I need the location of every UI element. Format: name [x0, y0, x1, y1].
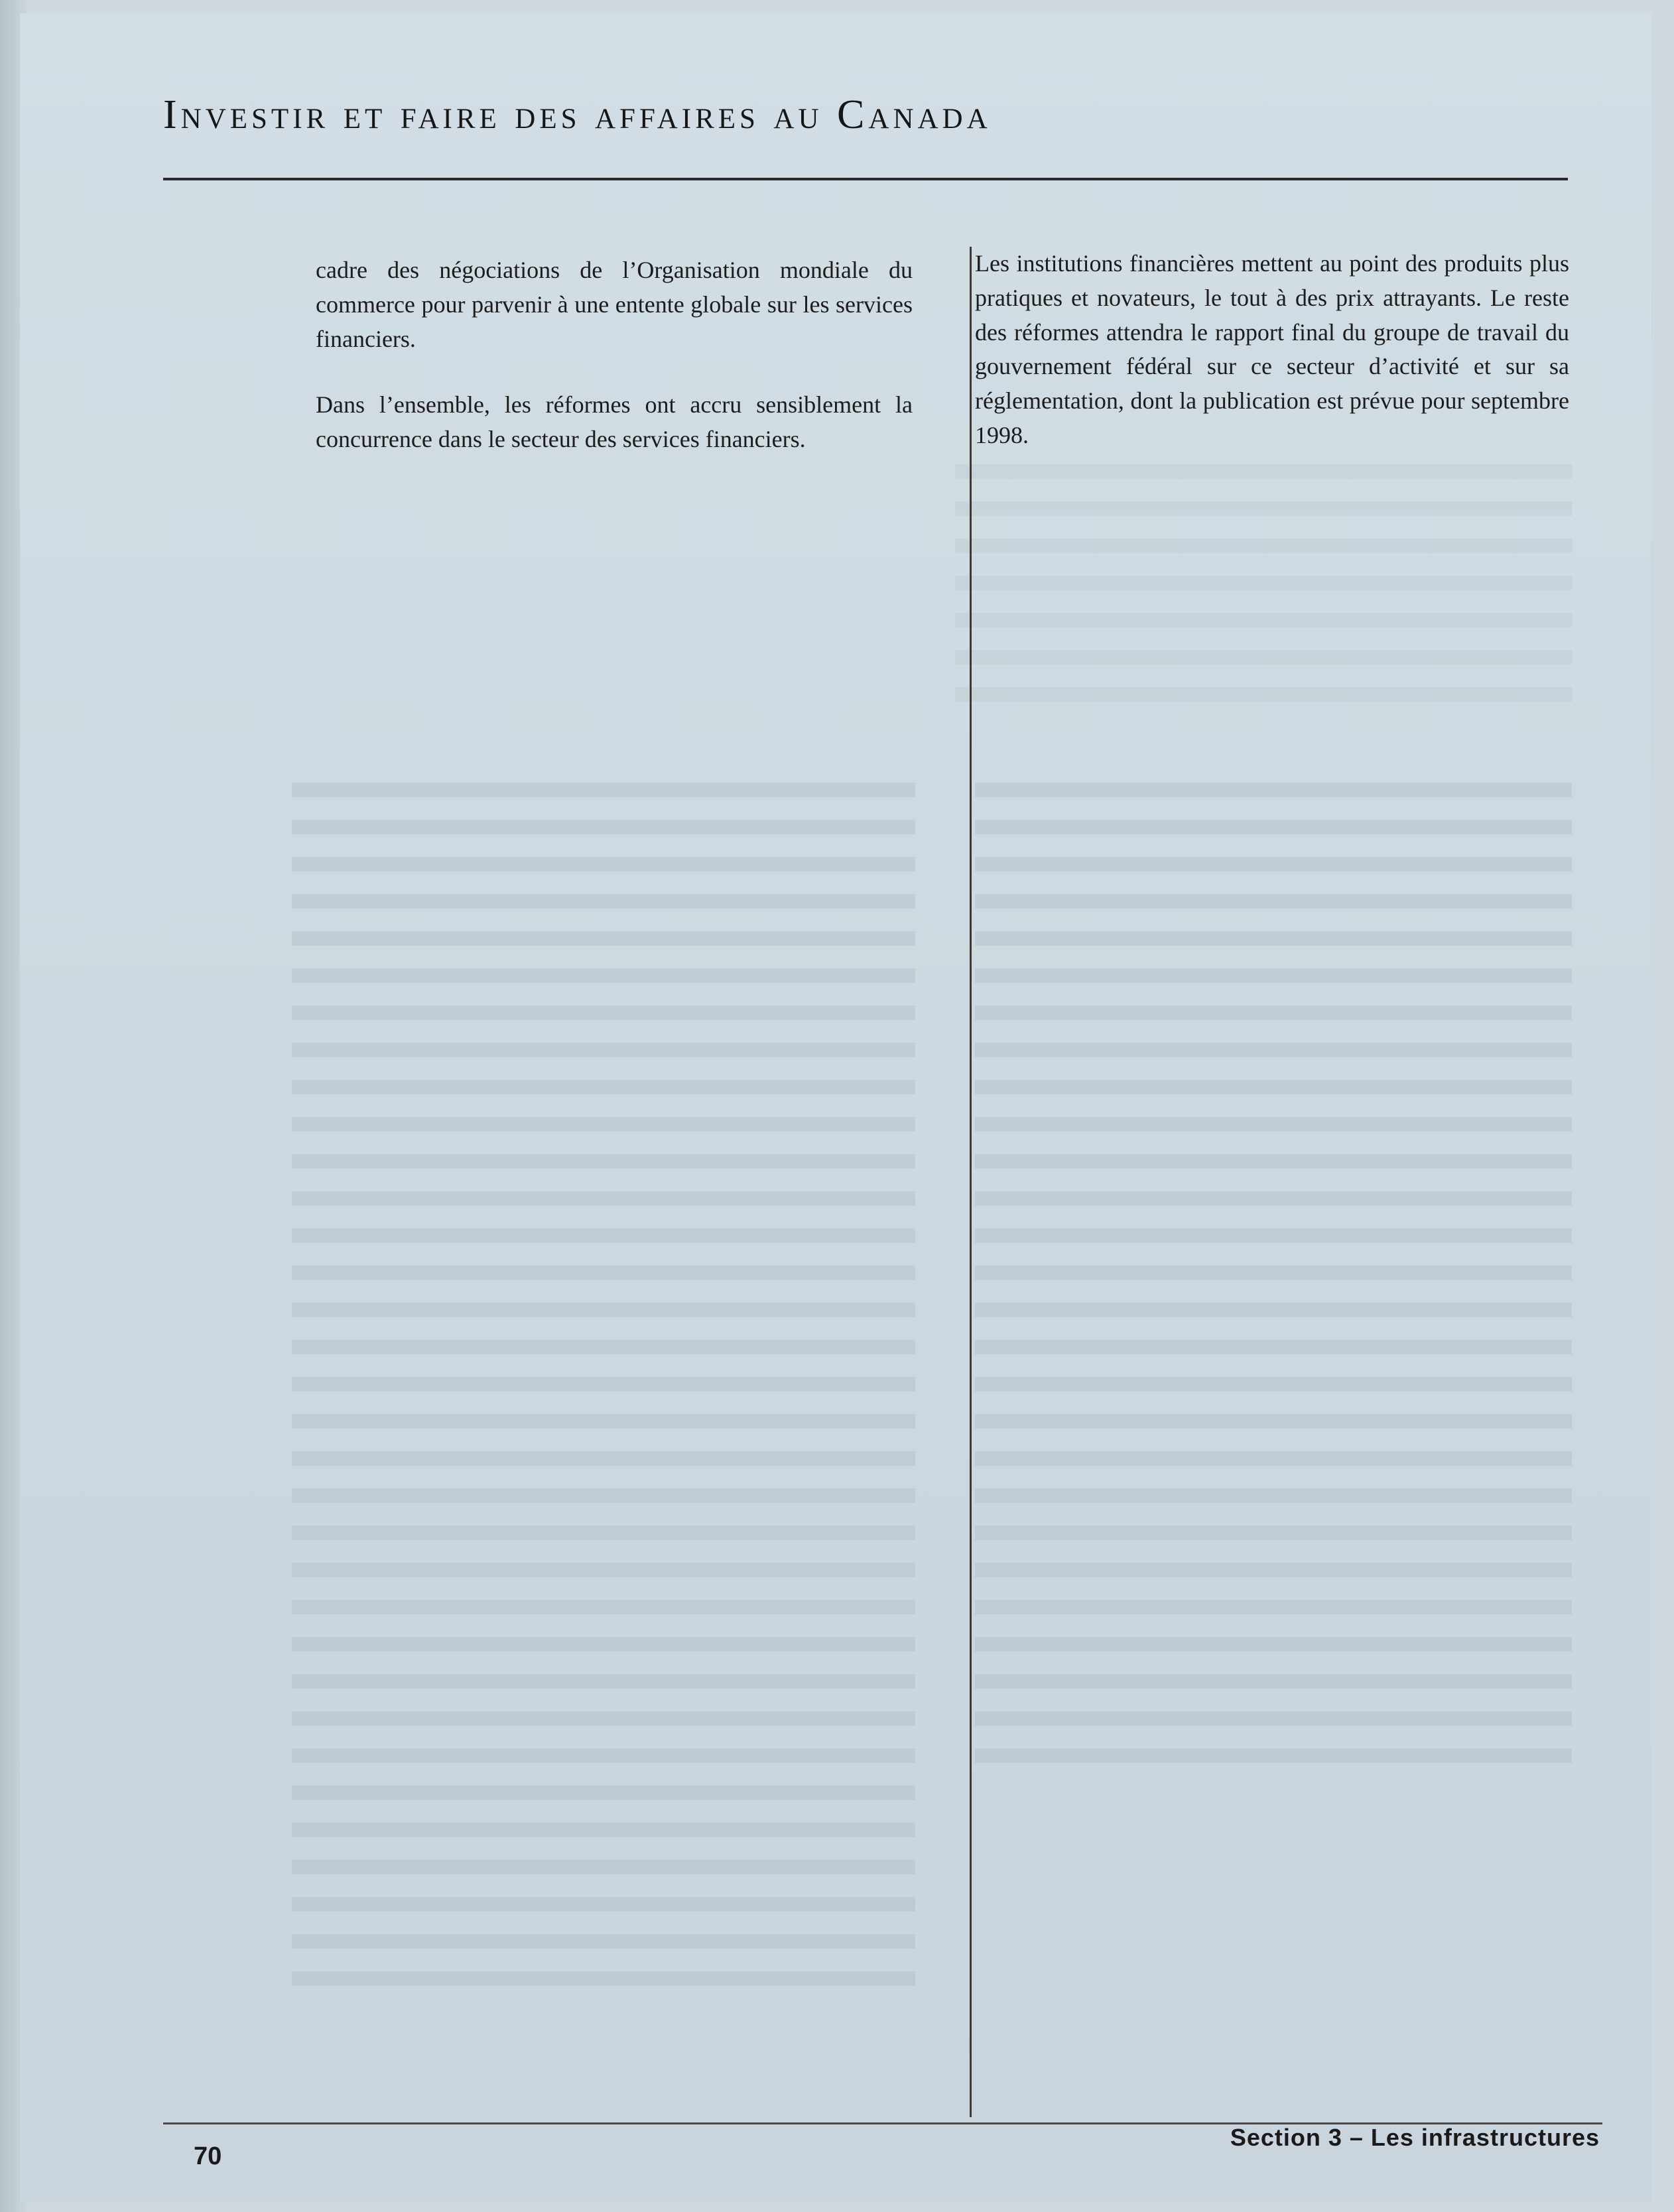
running-header-title: Investir et faire des affaires au Canada [163, 92, 992, 137]
left-column [316, 253, 913, 489]
header-rule [163, 178, 1568, 180]
show-through-left [292, 783, 915, 1990]
right-column [975, 247, 1569, 485]
section-label: Section 3 – Les infrastructures [1230, 2124, 1600, 2151]
right-paragraph-1: Les institutions financières mettent au point des produits plus pratiques et novateurs, le tout à des prix attrayants. Le reste des réformes attendra le rapport final du groupe de travail du gouvernement fédéral sur ce secteur d’activité et sur sa réglementation, dont la publication est prévue pour septembre 1998. [975, 250, 1569, 449]
show-through-top [955, 464, 1572, 716]
page-number: 70 [194, 2142, 222, 2170]
left-paragraph-1: cadre des négociations de l’Organisation mondiale du commerce pour parvenir à une entente globale sur les services financiers. [316, 257, 913, 352]
left-paragraph-2: Dans l’ensemble, les réformes ont accru sensiblement la concurrence dans le secteur des services financiers. [316, 391, 913, 453]
column-divider [970, 247, 972, 2117]
show-through-right [975, 783, 1572, 1778]
